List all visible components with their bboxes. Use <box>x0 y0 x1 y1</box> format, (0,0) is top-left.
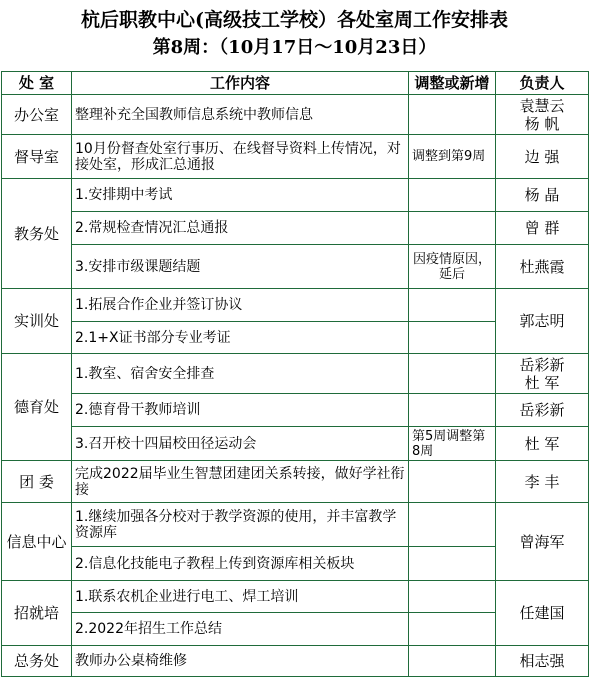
content-cell: 2.信息化技能电子教程上传到资源库相关板块 <box>72 547 409 581</box>
header-row <box>2 72 589 95</box>
responsible-name: 杜 军 <box>524 373 560 392</box>
responsible-cell: 岳彩新 <box>496 394 589 427</box>
adjust-cell <box>409 646 496 677</box>
content-cell: 2.1+X证书部分专业考证 <box>72 322 409 354</box>
responsible-cell: 杜燕霞 <box>496 245 589 289</box>
header-responsible: 负责人 <box>496 72 589 95</box>
content-cell: 1.安排期中考试 <box>72 179 409 212</box>
table-row <box>2 135 589 179</box>
adjust-cell <box>409 354 496 394</box>
responsible-cell: 杜 军 <box>496 427 589 461</box>
adjust-cell: 第5周调整第8周 <box>409 427 496 461</box>
header-dept: 处 室 <box>2 72 72 95</box>
table-row <box>2 179 589 212</box>
table-row <box>2 245 589 289</box>
responsible-cell: 边 强 <box>496 135 589 179</box>
table-row <box>2 581 589 613</box>
content-cell: 2.常规检查情况汇总通报 <box>72 212 409 245</box>
adjust-cell <box>409 212 496 245</box>
table-row <box>2 95 589 135</box>
dept-cell: 招就培 <box>2 581 72 646</box>
responsible-cell: 任建国 <box>496 581 589 646</box>
responsible-cell: 李 丰 <box>496 461 589 503</box>
content-cell: 完成2022届毕业生智慧团建团关系转接，做好学社衔接 <box>72 461 409 503</box>
adjust-cell <box>409 289 496 322</box>
table-row <box>2 212 589 245</box>
dept-cell: 总务处 <box>2 646 72 677</box>
header-content: 工作内容 <box>72 72 409 95</box>
content-cell: 10月份督查处室行事历、在线督导资料上传情况，对接处室，形成汇总通报 <box>72 135 409 179</box>
table-row <box>2 289 589 322</box>
content-cell: 教师办公桌椅维修 <box>72 646 409 677</box>
adjust-cell: 因疫情原因，延后 <box>409 245 496 289</box>
responsible-cell <box>496 354 589 394</box>
responsible-cell: 相志强 <box>496 646 589 677</box>
schedule-table <box>1 71 589 677</box>
responsible-name: 袁慧云 <box>519 96 565 115</box>
dept-cell: 教务处 <box>2 179 72 289</box>
responsible-cell: 曾 群 <box>496 212 589 245</box>
content-cell: 2.德育骨干教师培训 <box>72 394 409 427</box>
responsible-name: 岳彩新 <box>519 355 565 374</box>
adjust-cell <box>409 547 496 581</box>
responsible-cell: 曾海军 <box>496 503 589 581</box>
content-cell: 整理补充全国教师信息系统中教师信息 <box>72 95 409 135</box>
page-title: 杭后职教中心(高级技工学校）各处室周工作安排表 <box>81 9 508 31</box>
table-row <box>2 394 589 427</box>
content-cell: 3.召开校十四届校田径运动会 <box>72 427 409 461</box>
dept-cell: 督导室 <box>2 135 72 179</box>
adjust-cell <box>409 394 496 427</box>
adjust-cell <box>409 581 496 613</box>
adjust-cell <box>409 322 496 354</box>
content-cell: 2.2022年招生工作总结 <box>72 613 409 646</box>
dept-cell: 信息中心 <box>2 503 72 581</box>
adjust-cell <box>409 95 496 135</box>
table-row <box>2 646 589 677</box>
content-cell: 1.继续加强各分校对于教学资源的使用，并丰富教学资源库 <box>72 503 409 547</box>
header-adjust: 调整或新增 <box>409 72 496 95</box>
responsible-cell: 郭志明 <box>496 289 589 354</box>
adjust-cell <box>409 503 496 547</box>
dept-cell: 德育处 <box>2 354 72 461</box>
responsible-cell <box>496 95 589 135</box>
dept-cell: 办公室 <box>2 95 72 135</box>
week-subtitle: 第8周：（10月17日～10月23日） <box>152 37 437 58</box>
responsible-cell: 杨 晶 <box>496 179 589 212</box>
adjust-cell <box>409 179 496 212</box>
table-row <box>2 427 589 461</box>
adjust-cell <box>409 461 496 503</box>
content-cell: 1.联系农机企业进行电工、焊工培训 <box>72 581 409 613</box>
responsible-name: 杨 帆 <box>524 114 560 133</box>
content-cell: 1.教室、宿舍安全排查 <box>72 354 409 394</box>
table-row <box>2 503 589 547</box>
content-cell: 3.安排市级课题结题 <box>72 245 409 289</box>
dept-cell: 实训处 <box>2 289 72 354</box>
adjust-cell: 调整到第9周 <box>409 135 496 179</box>
table-row <box>2 354 589 394</box>
content-cell: 1.拓展合作企业并签订协议 <box>72 289 409 322</box>
adjust-cell <box>409 613 496 646</box>
dept-cell: 团 委 <box>2 461 72 503</box>
table-row <box>2 461 589 503</box>
